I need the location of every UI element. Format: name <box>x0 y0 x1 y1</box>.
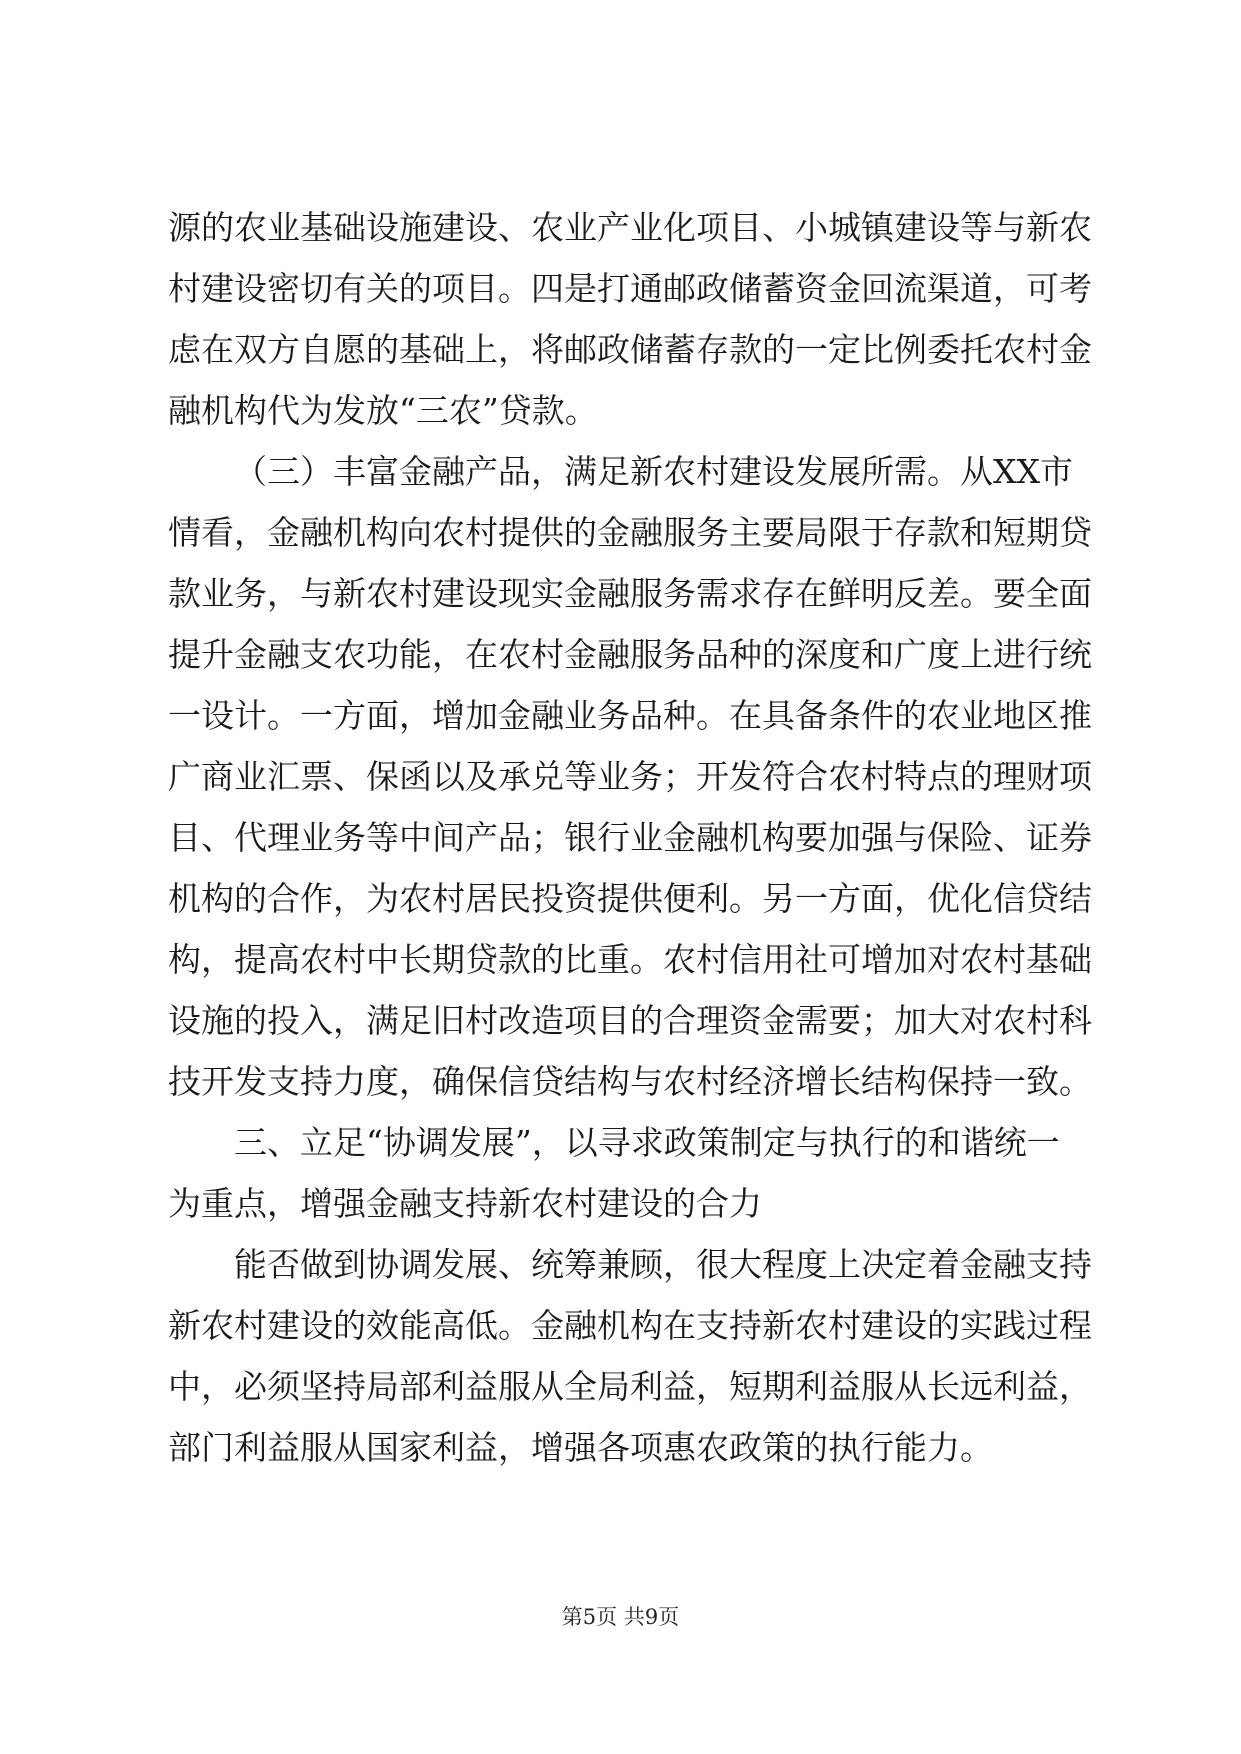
line-text: 一设计。一方面，增加金融业务品种。在具备条件的农业地区推 <box>168 696 1092 735</box>
line-text: 设施的投入，满足旧村改造项目的合理资金需要；加大对农村科 <box>168 1001 1092 1040</box>
paragraph-line <box>0 869 1241 929</box>
line-text: 新农村建设的效能高低。金融机构在支持新农村建设的实践过程 <box>168 1306 1092 1345</box>
line-text: 款业务，与新农村建设现实金融服务需求存在鲜明反差。要全面 <box>168 574 1092 613</box>
paragraph-line <box>0 1357 1241 1417</box>
paragraph-line <box>0 1296 1241 1356</box>
line-text: 能否做到协调发展、统筹兼顾，很大程度上决定着金融支持 <box>234 1245 1092 1284</box>
line-text: 村建设密切有关的项目。四是打通邮政储蓄资金回流渠道，可考 <box>168 269 1092 308</box>
line-text: 机构的合作，为农村居民投资提供便利。另一方面，优化信贷结 <box>168 879 1092 918</box>
paragraph-line <box>0 564 1241 624</box>
line-text: （三）丰富金融产品，满足新农村建设发展所需。从XX市 <box>234 452 1073 491</box>
page-number-footer: 第5页 共9页 <box>561 1605 680 1629</box>
line-text: 构，提高农村中长期贷款的比重。农村信用社可增加对农村基础 <box>168 940 1092 979</box>
line-text: 提升金融支农功能，在农村金融服务品种的深度和广度上进行统 <box>168 635 1092 674</box>
paragraph-line <box>0 991 1241 1051</box>
paragraph-line <box>0 747 1241 807</box>
paragraph-line <box>0 259 1241 319</box>
line-text: 为重点，增强金融支持新农村建设的合力 <box>168 1184 762 1223</box>
paragraph-line <box>0 625 1241 685</box>
line-text: 部门利益服从国家利益，增强各项惠农政策的执行能力。 <box>168 1428 993 1467</box>
paragraph-line <box>0 686 1241 746</box>
paragraph-line <box>0 320 1241 380</box>
paragraph-line <box>0 503 1241 563</box>
line-text: 虑在双方自愿的基础上，将邮政储蓄存款的一定比例委托农村金 <box>168 330 1092 369</box>
paragraph-line <box>0 381 1241 441</box>
line-text: 情看，金融机构向农村提供的金融服务主要局限于存款和短期贷 <box>168 513 1092 552</box>
line-text: 源的农业基础设施建设、农业产业化项目、小城镇建设等与新农 <box>168 208 1092 247</box>
line-text: 三、立足“协调发展”，以寻求政策制定与执行的和谐统一 <box>234 1123 1060 1162</box>
line-text: 广商业汇票、保函以及承兑等业务；开发符合农村特点的理财项 <box>168 757 1092 796</box>
paragraph-line <box>0 198 1241 258</box>
paragraph-line <box>0 930 1241 990</box>
paragraph-line <box>0 442 1241 502</box>
line-text: 融机构代为发放“三农”贷款。 <box>168 391 598 430</box>
section-heading-line <box>0 1113 1241 1173</box>
section-heading-line <box>0 1174 1241 1234</box>
line-text: 目、代理业务等中间产品；银行业金融机构要加强与保险、证券 <box>168 818 1092 857</box>
line-text: 中，必须坚持局部利益服从全局利益，短期利益服从长远利益， <box>168 1367 1092 1406</box>
paragraph-line <box>0 1235 1241 1295</box>
line-text: 技开发支持力度，确保信贷结构与农村经济增长结构保持一致。 <box>168 1062 1092 1101</box>
paragraph-line <box>0 1052 1241 1112</box>
paragraph-line <box>0 808 1241 868</box>
paragraph-line <box>0 1418 1241 1478</box>
